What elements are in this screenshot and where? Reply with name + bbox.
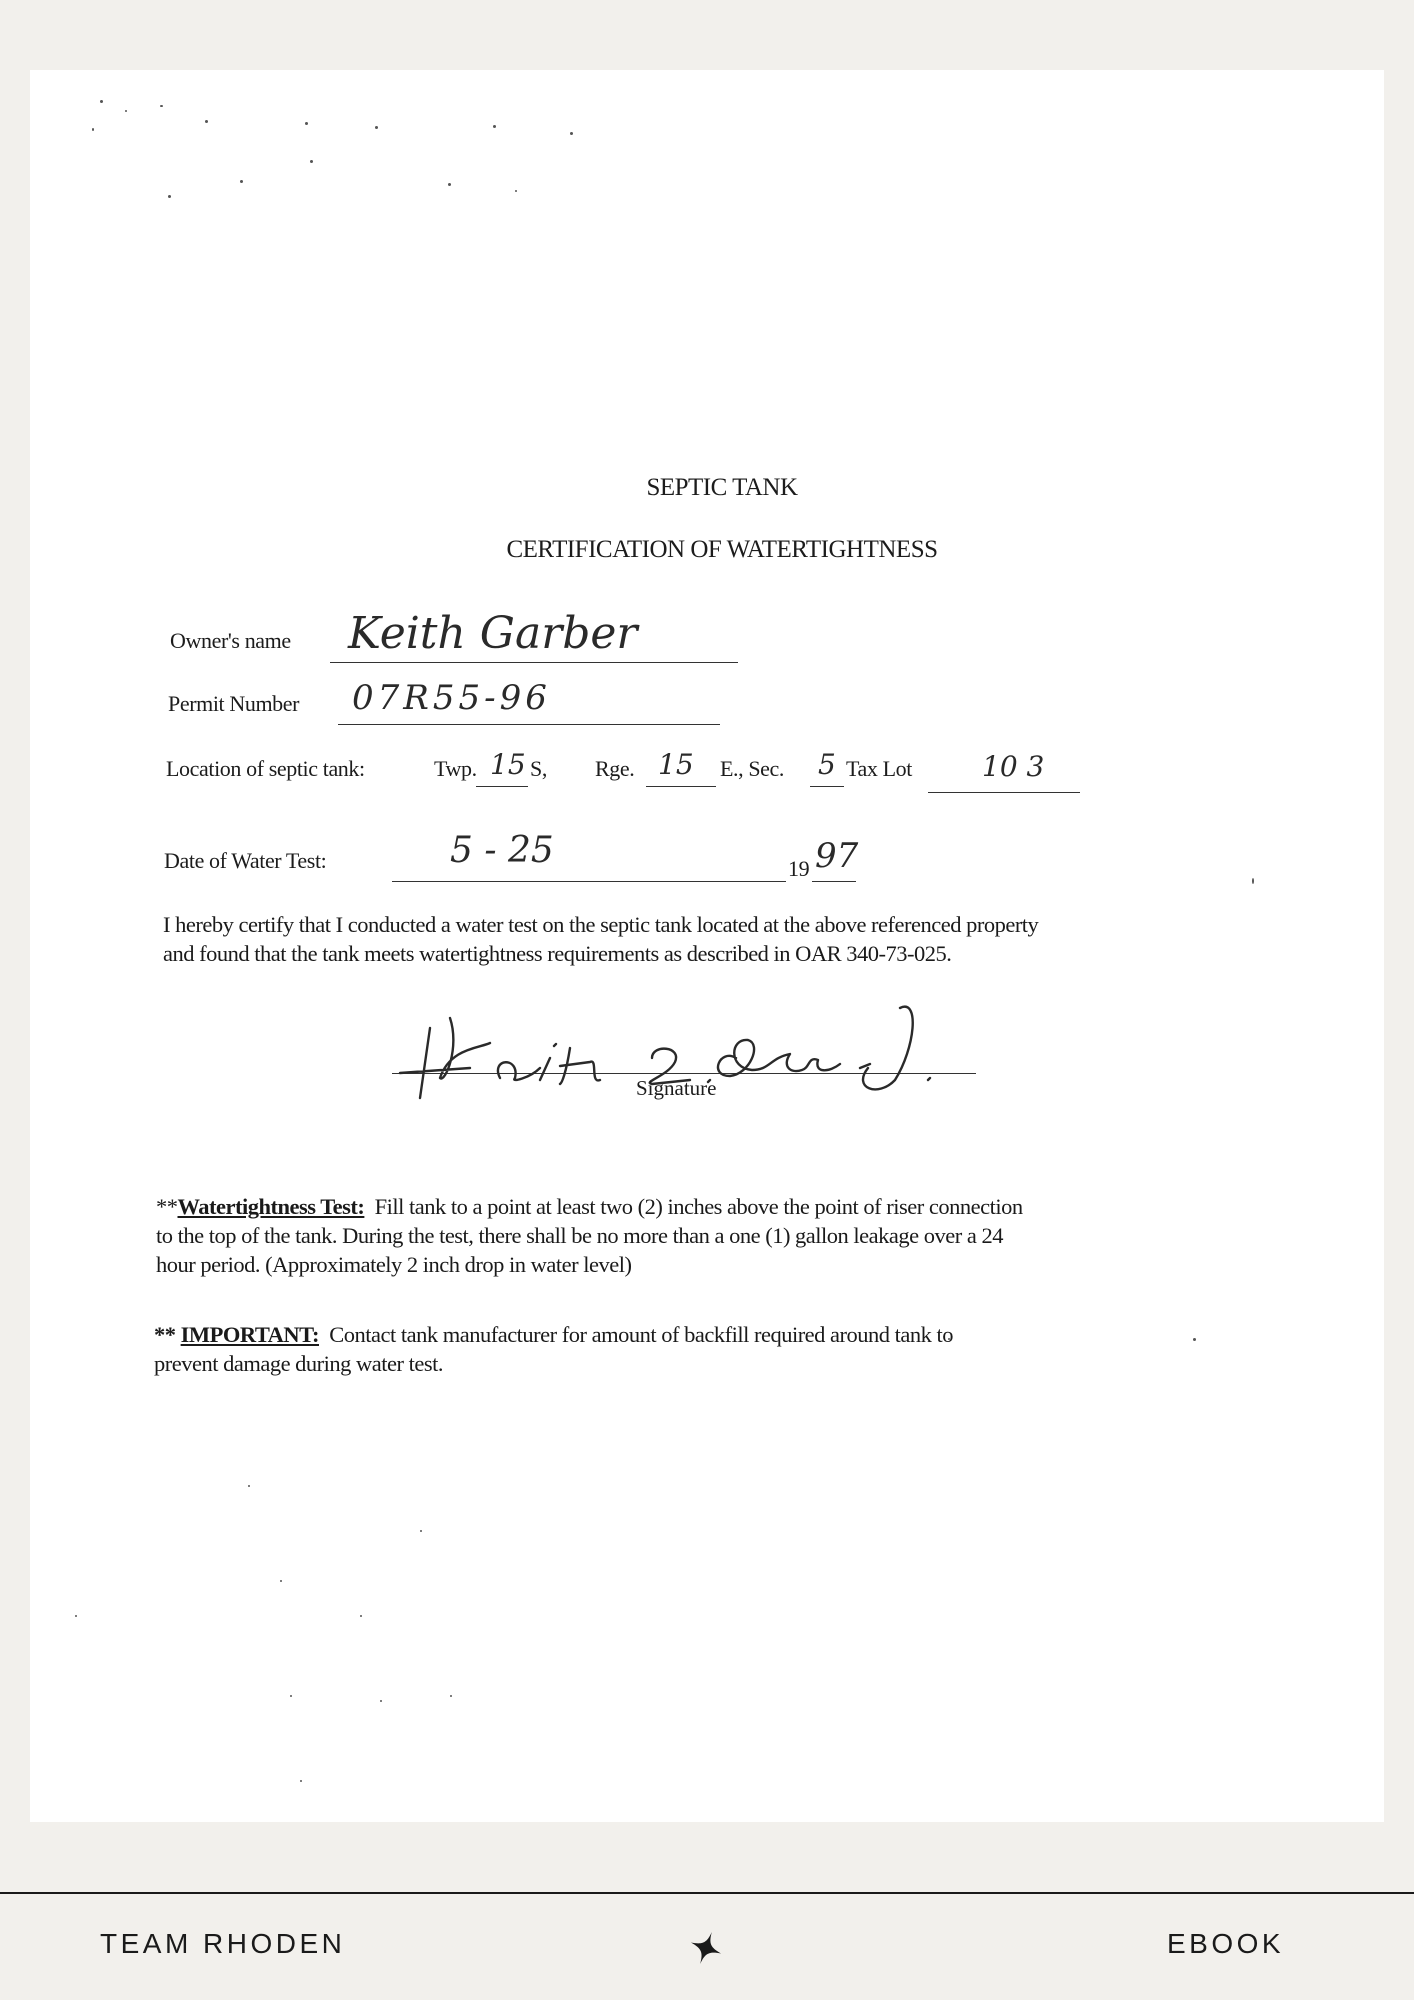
owner-underline [330, 662, 738, 663]
important-note [154, 1320, 953, 1378]
permit-label: Permit Number [168, 691, 300, 716]
document-subtitle: CERTIFICATION OF WATERTIGHTNESS [506, 536, 938, 563]
year-prefix: 19 [788, 856, 810, 881]
certification-line-2: and found that the tank meets watertightness requirements as described in OAR 340-73-025. [163, 941, 952, 966]
twp-label: Twp. [434, 756, 477, 781]
footer-right-label: EBOOK [1167, 1928, 1285, 1959]
rge-suffix: E., Sec. [720, 756, 785, 781]
document-title: SEPTIC TANK [646, 474, 798, 501]
taxlot-handwriting: 10 3 [982, 750, 1045, 783]
note-1-line-3: hour period. (Approximately 2 inch drop in water level) [156, 1252, 632, 1277]
note-2-line-1: Contact tank manufacturer for amount of backfill required around tank to [329, 1322, 954, 1347]
rge-handwriting: 15 [658, 748, 694, 781]
rge-underline [646, 786, 716, 787]
four-point-star-icon [690, 1931, 722, 1965]
certification-statement [163, 910, 1038, 968]
location-label: Location of septic tank: [166, 756, 365, 781]
year-handwriting: 97 [815, 836, 859, 876]
watertightness-note [156, 1192, 1023, 1279]
owner-handwriting: Keith Garber [348, 608, 638, 659]
sec-underline [810, 786, 844, 787]
certification-line-1: I hereby certify that I conducted a water test on the septic tank located at the above referenced property [163, 912, 1039, 937]
scanned-document [30, 70, 1384, 1822]
note-1-line-1: Fill tank to a point at least two (2) inches above the point of riser connection [374, 1194, 1023, 1219]
sec-handwriting: 5 [818, 748, 836, 781]
footer-divider [0, 1892, 1414, 1894]
rge-label: Rge. [595, 756, 635, 781]
taxlot-label: Tax Lot [846, 756, 912, 781]
year-underline [812, 881, 856, 882]
note-1-heading: Watertightness Test: [177, 1194, 365, 1219]
note-2-asterisks: ** [154, 1322, 181, 1347]
note-1-line-2: to the top of the tank. During the test, there shall be no more than a one (1) gallon leakage over a 24 [156, 1223, 1003, 1248]
signature-label: Signature [636, 1076, 717, 1100]
date-label: Date of Water Test: [164, 848, 327, 873]
owner-label: Owner's name [170, 628, 291, 653]
twp-handwriting: 15 [490, 748, 526, 781]
permit-underline [338, 724, 720, 725]
taxlot-underline [928, 792, 1080, 793]
twp-suffix: S, [530, 756, 547, 781]
twp-underline [476, 786, 528, 787]
date-underline [392, 881, 786, 882]
footer-left-label: TEAM RHODEN [100, 1928, 346, 1959]
permit-handwriting: 07R55-96 [352, 678, 551, 718]
note-2-heading: IMPORTANT: [180, 1322, 319, 1347]
note-1-asterisks: ** [156, 1194, 178, 1219]
note-2-line-2: prevent damage during water test. [154, 1351, 444, 1376]
date-handwriting: 5 - 25 [450, 830, 554, 871]
